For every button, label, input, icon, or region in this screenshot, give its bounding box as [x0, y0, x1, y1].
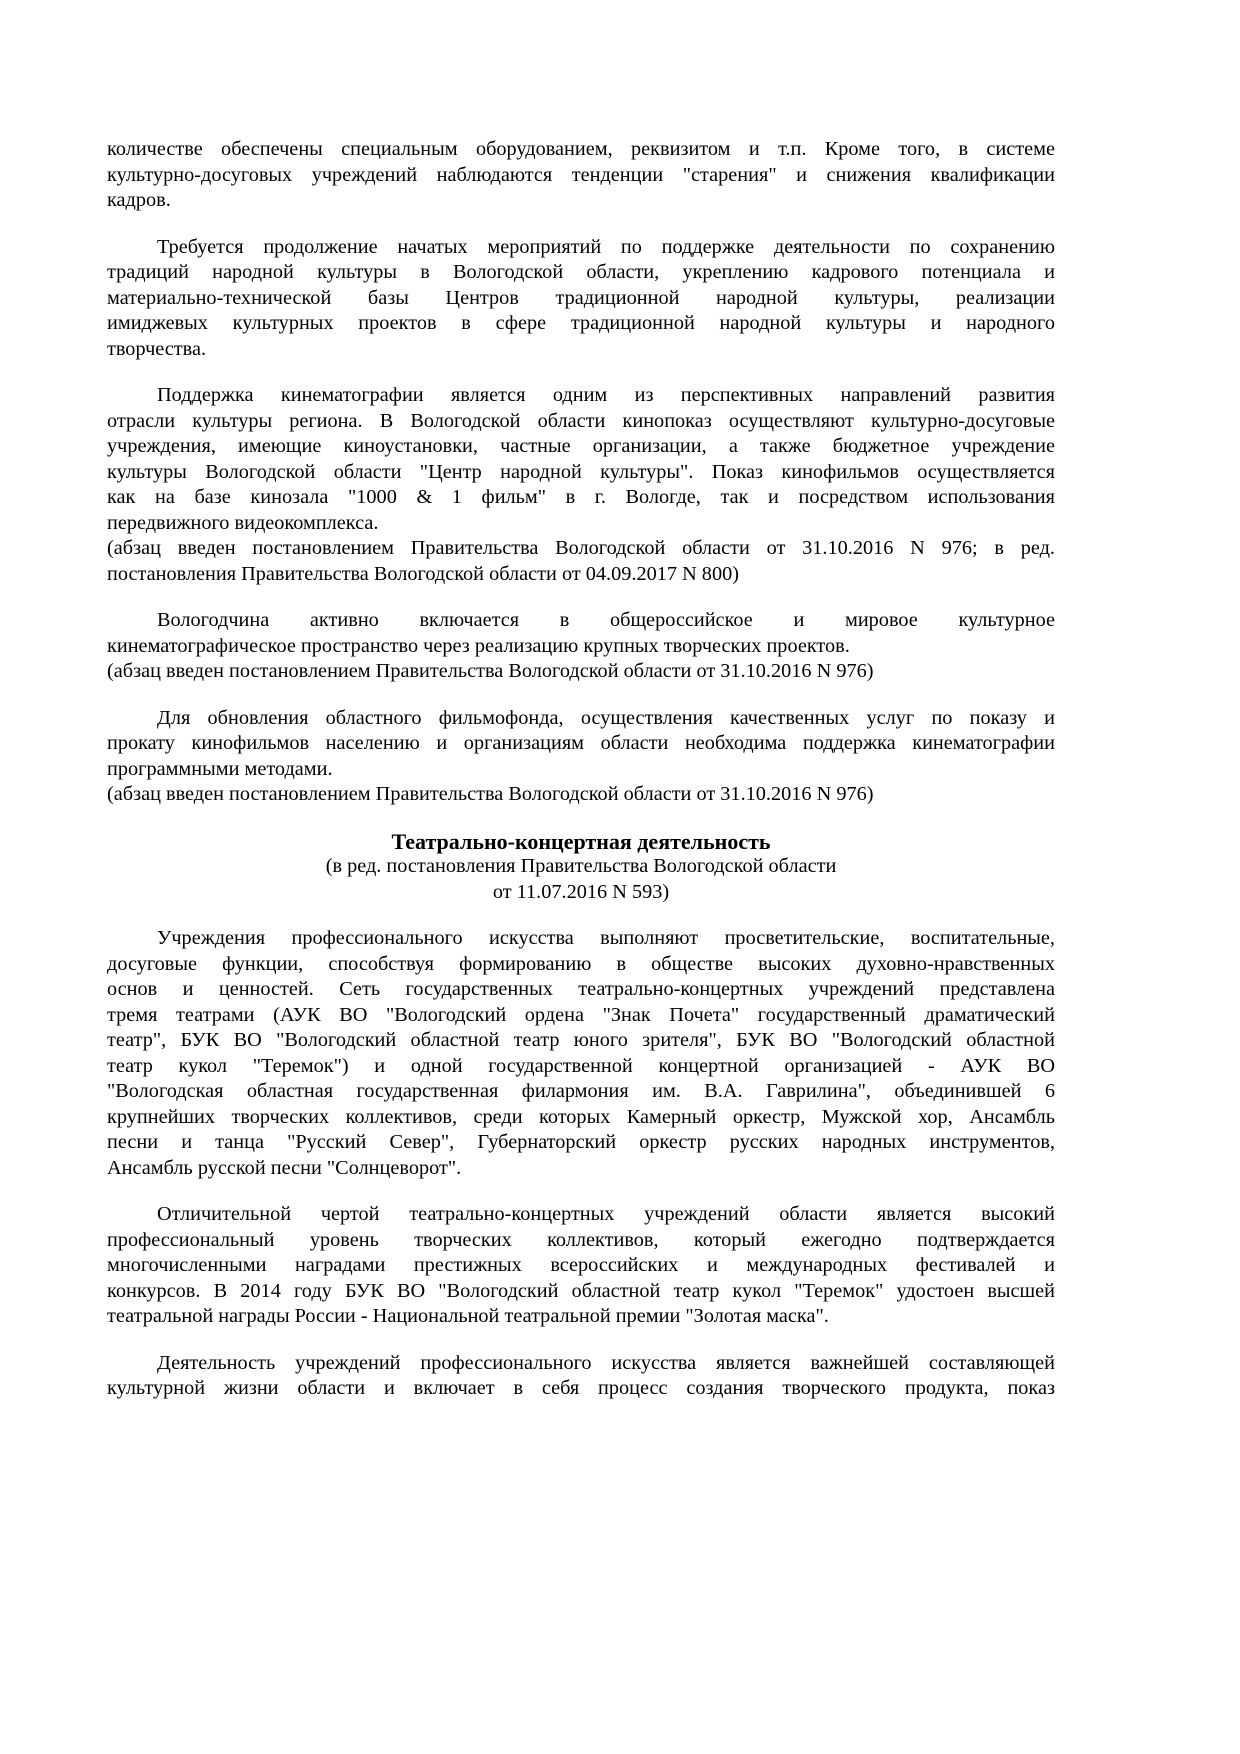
amendment-note: [107, 536, 1055, 587]
text-line: постановления Правительства Вологодской области от 04.09.2017 N 800): [107, 562, 739, 585]
text-line: Деятельность учреждений профессионального искусства является важнейшей составляющей: [157, 1351, 1055, 1374]
text-line: как на базе кинозала "1000 & 1 фильм" в г. Вологде, так и посредством использования: [107, 486, 1055, 508]
paragraph: [107, 926, 1055, 1181]
text-line: театр кукол "Теремок") и одной государственной концертной организацией - АУК ВО: [107, 1054, 1055, 1077]
text-line: культуры Вологодской области "Центр народной культуры". Показ кинофильмов осуществляется: [107, 460, 1055, 483]
text-line: (абзац введен постановлением Правительства Вологодской области от 31.10.2016 N 976; в ред.: [107, 537, 1055, 559]
text-line: досуговые функции, способствуя формированию в обществе высоких духовно-нравственных: [107, 952, 1055, 975]
text-line: культурно-досуговых учреждений наблюдаются тенденции "старения" и снижения квалификации: [107, 163, 1055, 186]
text-line: программными методами.: [107, 757, 333, 780]
text-line: Вологодчина активно включается в общероссийское и мировое культурное: [157, 609, 1055, 631]
text-line: театр", БУК ВО "Вологодский областной театр юного зрителя", БУК ВО "Вологодский областной: [107, 1029, 1055, 1051]
paragraph: [107, 706, 1055, 783]
section-subtitle-line: (в ред. постановления Правительства Вологодской области: [325, 855, 837, 877]
text-line: Требуется продолжение начатых мероприятий по поддержке деятельности по сохранению: [157, 235, 1055, 258]
text-line: культурной жизни области и включает в себя процесс создания творческого продукта, показ: [107, 1377, 1055, 1399]
amendment-note: [107, 659, 1055, 685]
text-line: Учреждения профессионального искусства выполняют просветительские, воспитательные,: [157, 927, 1055, 949]
section-subtitle-line: от 11.07.2016 N 593): [492, 880, 670, 903]
paragraph: [107, 1202, 1055, 1330]
text-line: традиций народной культуры в Вологодской области, укреплению кадрового потенциала и: [107, 261, 1055, 283]
text-line: передвижного видеокомплекса.: [107, 511, 379, 534]
amendment-note: [107, 782, 1055, 808]
paragraph: [107, 1351, 1055, 1402]
text-line: основ и ценностей. Сеть государственных театрально-концертных учреждений представлена: [107, 978, 1055, 1000]
text-line: конкурсов. В 2014 году БУК ВО "Вологодский областной театр кукол "Теремок" удостоен высшей: [107, 1279, 1055, 1302]
text-line: профессиональный уровень творческих коллективов, который ежегодно подтверждается: [107, 1228, 1055, 1251]
text-line: кадров.: [107, 189, 171, 211]
paragraph: [107, 137, 1055, 214]
text-line: Для обновления областного фильмофонда, осуществления качественных услуг по показу и: [157, 706, 1055, 729]
text-line: тремя театрами (АУК ВО "Вологодский ордена "Знак Почета" государственный драматический: [107, 1003, 1055, 1026]
section-title: Театрально-концертная деятельность: [391, 828, 771, 854]
paragraph: [107, 383, 1055, 536]
text-line: прокату кинофильмов населению и организациям области необходима поддержка кинематографии: [107, 732, 1055, 754]
paragraph: [107, 235, 1055, 363]
text-line: количестве обеспечены специальным оборудованием, реквизитом и т.п. Кроме того, в системе: [107, 138, 1055, 160]
document-page: [107, 137, 1055, 1423]
text-line: (абзац введен постановлением Правительства Вологодской области от 31.10.2016 N 976): [107, 783, 874, 805]
text-line: имиджевых культурных проектов в сфере традиционной народной культуры и народного: [107, 312, 1055, 334]
text-line: песни и танца "Русский Север", Губернаторский оркестр русских народных инструментов,: [107, 1131, 1055, 1153]
text-line: "Вологодская областная государственная филармония им. В.А. Гаврилина", объединившей 6: [107, 1080, 1055, 1102]
text-line: творчества.: [107, 337, 207, 360]
section-heading-block: [107, 829, 1055, 906]
text-line: материально-технической базы Центров традиционной народной культуры, реализации: [107, 286, 1055, 309]
paragraph: [107, 608, 1055, 659]
text-line: кинематографическое пространство через реализацию крупных творческих проектов.: [107, 634, 850, 657]
text-line: крупнейших творческих коллективов, среди которых Камерный оркестр, Мужской хор, Ансамбль: [107, 1105, 1055, 1128]
text-line: театральной награды России - Национальной театральной премии "Золотая маска".: [107, 1305, 829, 1327]
text-line: Отличительной чертой театрально-концертных учреждений области является высокий: [157, 1203, 1055, 1225]
text-line: Ансамбль русской песни "Солнцеворот".: [107, 1156, 462, 1179]
text-line: (абзац введен постановлением Правительства Вологодской области от 31.10.2016 N 976): [107, 660, 874, 682]
text-line: отрасли культуры региона. В Вологодской области кинопоказ осуществляют культурно-досуговые: [107, 409, 1055, 432]
text-line: многочисленными наградами престижных всероссийских и международных фестивалей и: [107, 1254, 1055, 1276]
text-line: учреждения, имеющие киноустановки, частные организации, а также бюджетное учреждение: [107, 435, 1055, 457]
text-line: Поддержка кинематографии является одним из перспективных направлений развития: [157, 384, 1055, 406]
